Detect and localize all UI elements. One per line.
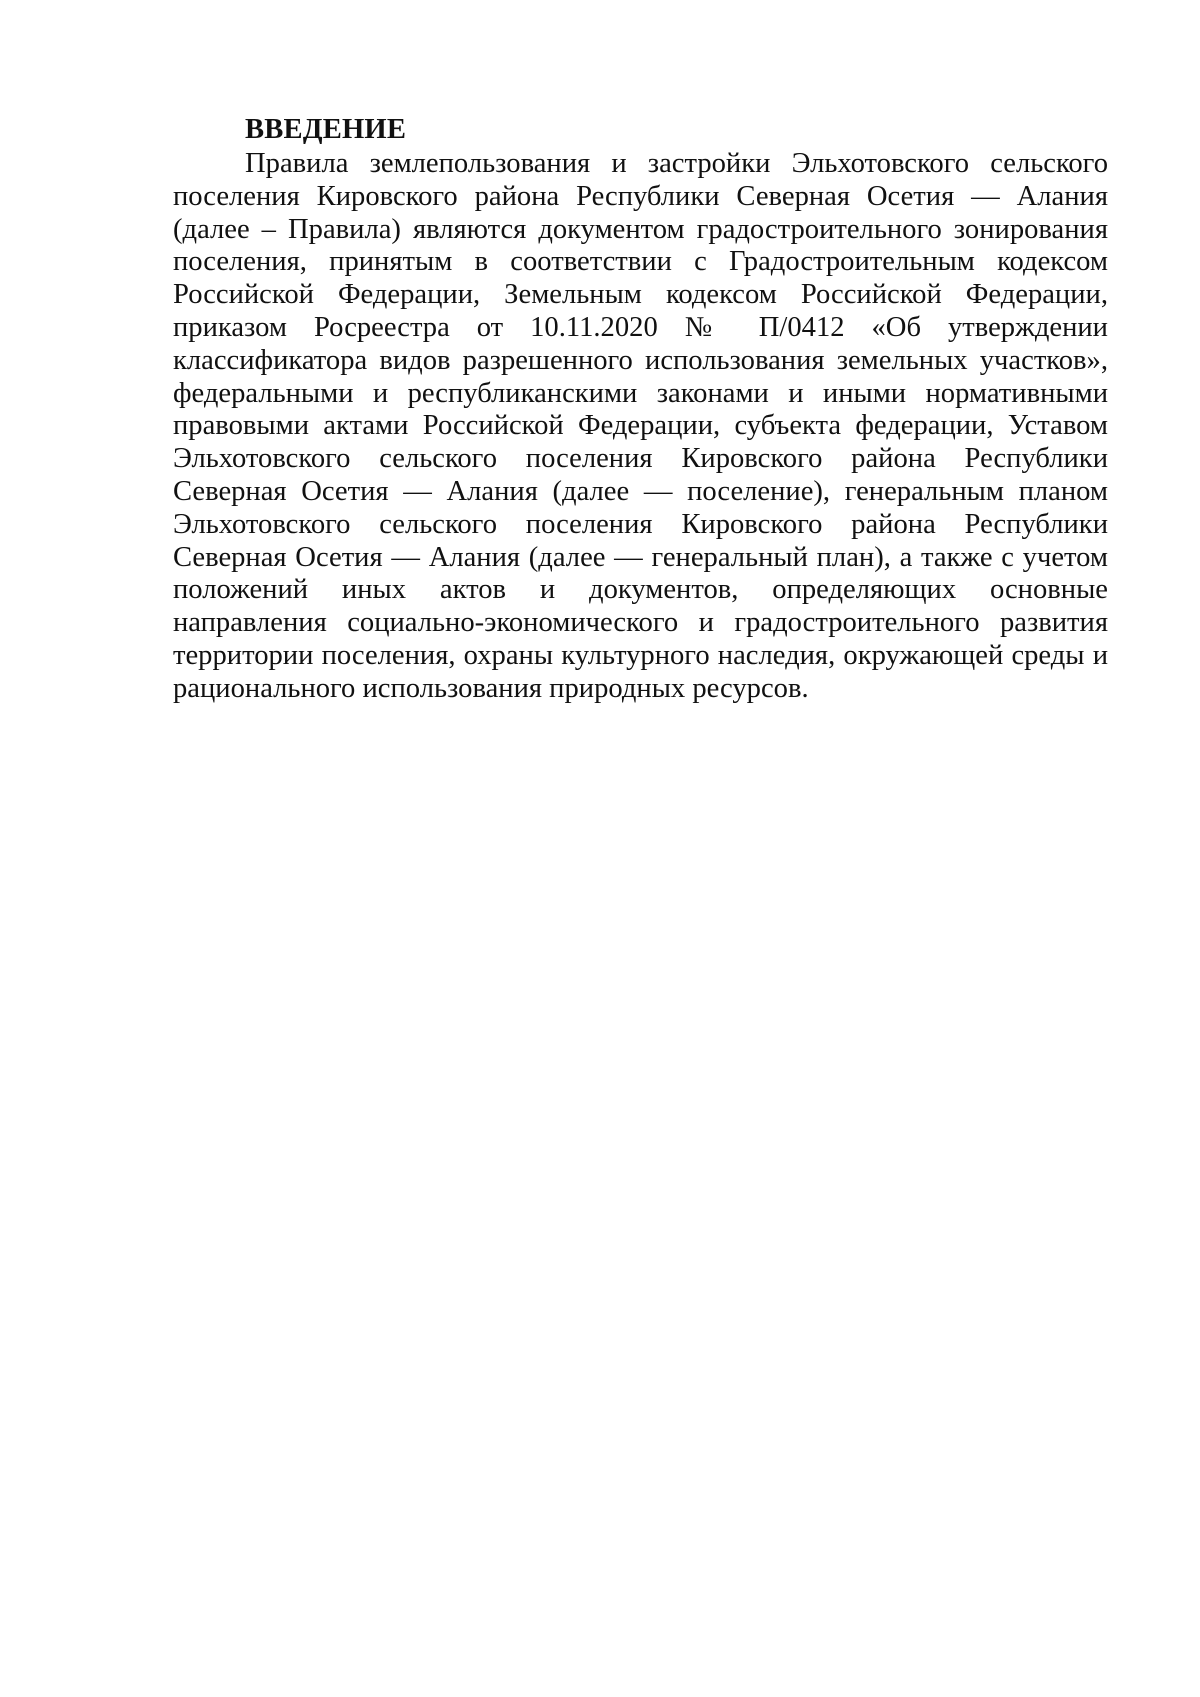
document-content	[173, 112, 1108, 706]
introduction-paragraph: Правила землепользования и застройки Эльхотовского сельского поселения Кировского района Республики Северная Осетия — Алания (далее – Правила) являются документом градостроительного зонирования поселения, принятым в соответствии с Градостроительным кодексом Российской Федерации, Земельным кодексом Российской Федерации, приказом Росреестра от 10.11.2020 № П/0412 «Об утверждении классификатора видов разрешенного использования земельных участков», федеральными и республиканскими законами и иными нормативными правовыми актами Российской Федерации, субъекта федерации, Уставом Эльхотовского сельского поселения Кировского района Республики Северная Осетия — Алания (далее — поселение), генеральным планом Эльхотовского сельского поселения Кировского района Республики Северная Осетия — Алания (далее — генеральный план), а также с учетом положений иных актов и документов, определяющих основные направления социально-экономического и градостроительного развития территории поселения, охраны культурного наследия, окружающей среды и рационального использования природных ресурсов.	[173, 148, 1108, 704]
section-heading: ВВЕДЕНИЕ	[245, 114, 407, 145]
